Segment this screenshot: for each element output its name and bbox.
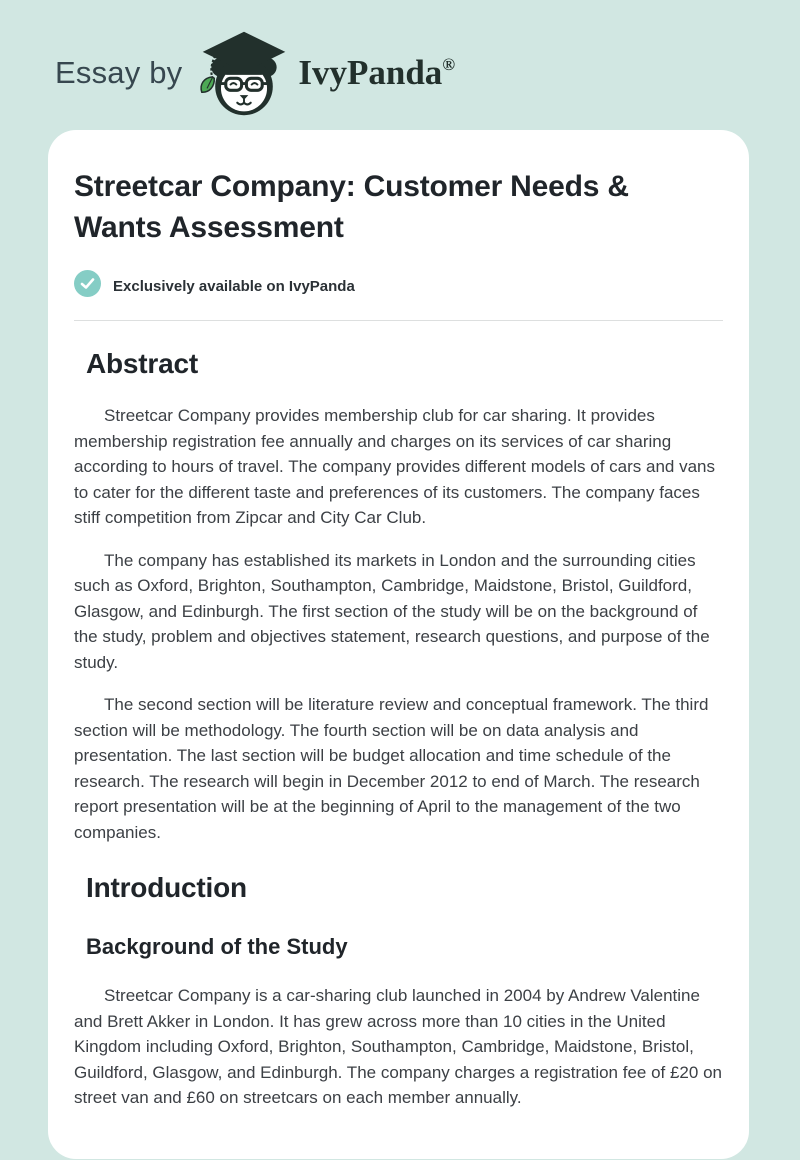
subsection-heading-background: Background of the Study (86, 934, 348, 959)
site-header (0, 0, 800, 122)
section-heading-introduction: Introduction (86, 872, 247, 903)
divider (74, 320, 723, 321)
paragraph: Streetcar Company is a car-sharing club launched in 2004 by Andrew Valentine and Brett Akker in London. It has grew across more than 10 cities in the United Kingdom including Oxford, Brighton, Southampton, Cambridge, Maidstone, Bristol, Guildford, Glasgow, and Edinburgh. The company charges a registration fee of £20 on street van and £60 on streetcars on each member annually. (74, 986, 722, 1107)
paragraph: The second section will be literature review and conceptual framework. The third section will be methodology. The fourth section will be on data analysis and presentation. The last section will be budget allocation and time schedule of the research. The research will begin in December 2012 to end of March. The research report presentation will be at the beginning of April to the management of the two companies. (74, 695, 709, 842)
brand-wordmark (298, 53, 455, 93)
paragraph: The company has established its markets in London and the surrounding cities such as Oxford, Brighton, Southampton, Cambridge, Maidstone, Bristol, Guildford, Glasgow, and Edinburgh. The first section of the study will be on the background of the study, problem and objectives statement, research questions, and purpose of the study. (74, 550, 710, 672)
panda-graduate-logo-icon (196, 25, 292, 121)
badge-label: Exclusively available on IvyPanda (113, 277, 355, 295)
page-title: Streetcar Company: Customer Needs & Wants Assessment (74, 170, 629, 244)
check-icon (74, 270, 101, 302)
essay-card (48, 130, 749, 1159)
section-heading-abstract: Abstract (86, 348, 198, 379)
paragraph: Streetcar Company provides membership club for car sharing. It provides membership registration fee annually and charges on its services of car sharing according to hours of travel. The company provides different models of cars and vans to cater for the different taste and preferences of its customers. The company faces stiff competition from Zipcar and City Car Club. (74, 406, 715, 527)
brand-name: IvyPanda (298, 53, 443, 92)
exclusivity-badge (74, 270, 723, 302)
registered-trademark: ® (442, 55, 456, 74)
essay-by-label: Essay by (55, 55, 183, 90)
